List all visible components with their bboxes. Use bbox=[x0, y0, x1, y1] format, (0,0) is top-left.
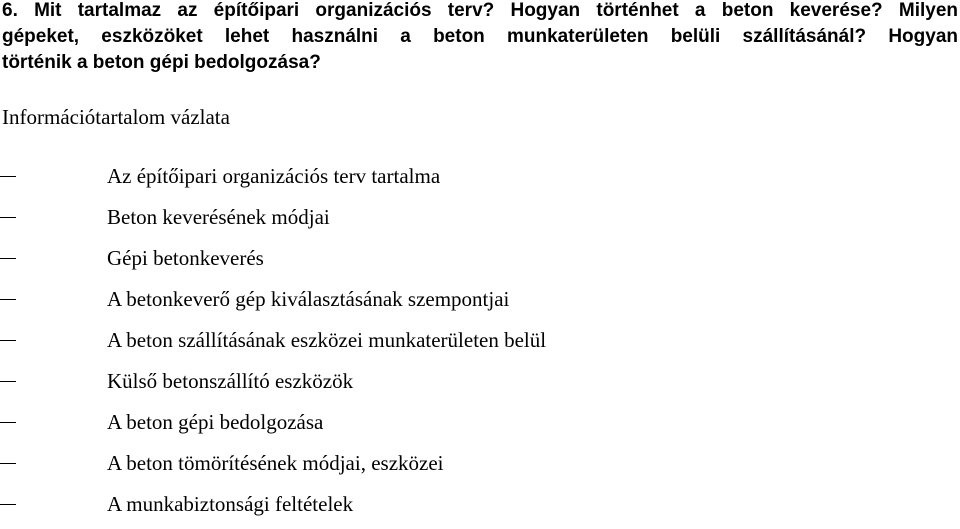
question-heading bbox=[2, 0, 958, 76]
outline-item-text: A munkabiztonsági feltételek bbox=[107, 492, 354, 516]
dash-bullet-icon bbox=[0, 340, 16, 341]
question-line-1: 6. Mit tartalmaz az építőipari organizációs terv? Hogyan történhet a beton keverése? Milyen bbox=[2, 0, 958, 21]
dash-bullet-icon bbox=[0, 422, 16, 423]
dash-bullet-icon bbox=[0, 463, 16, 464]
outline-item-text: Gépi betonkeverés bbox=[107, 246, 264, 270]
question-line-2: gépeket, eszközöket lehet használni a beton munkaterületen belüli szállításánál? Hogyan bbox=[2, 26, 958, 47]
outline-item-text: A betonkeverő gép kiválasztásának szempontjai bbox=[107, 287, 510, 311]
question-line-3: történik a beton gépi bedolgozása? bbox=[2, 52, 321, 73]
outline-item-text: Az építőipari organizációs terv tartalma bbox=[107, 164, 441, 188]
section-heading: Információtartalom vázlata bbox=[2, 105, 230, 129]
outline-item-text: A beton szállításának eszközei munkaterületen belül bbox=[107, 328, 547, 352]
dash-bullet-icon bbox=[0, 258, 16, 259]
outline-item-text: A beton gépi bedolgozása bbox=[107, 410, 324, 434]
dash-bullet-icon bbox=[0, 217, 16, 218]
dash-bullet-icon bbox=[0, 504, 16, 505]
dash-bullet-icon bbox=[0, 299, 16, 300]
outline-item-text: Beton keverésének módjai bbox=[107, 205, 330, 229]
dash-bullet-icon bbox=[0, 176, 16, 177]
outline-item-text: A beton tömörítésének módjai, eszközei bbox=[107, 451, 444, 475]
outline-item-text: Külső betonszállító eszközök bbox=[107, 369, 354, 393]
dash-bullet-icon bbox=[0, 381, 16, 382]
